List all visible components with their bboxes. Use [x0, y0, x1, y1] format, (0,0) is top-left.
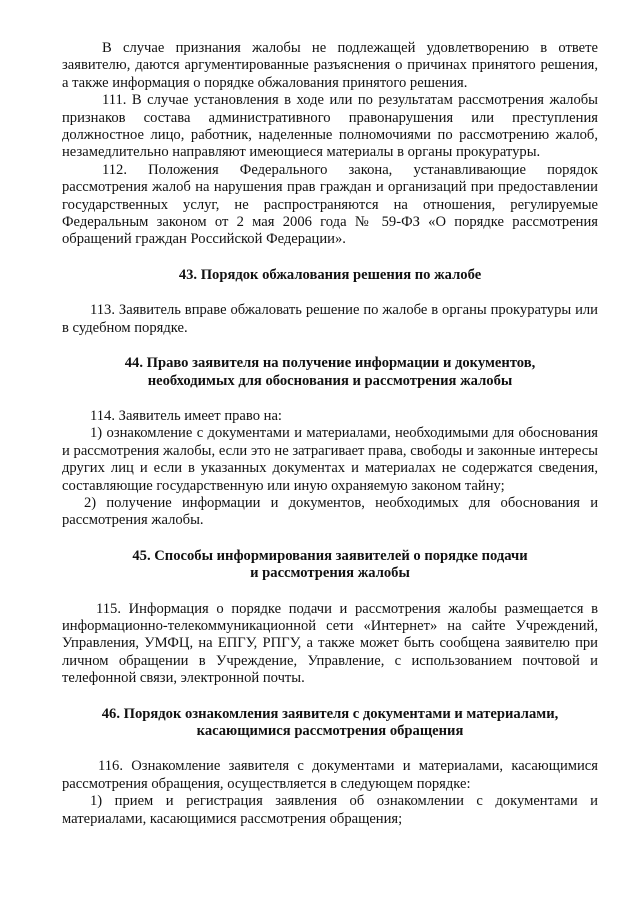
paragraph-refusal-explanation: В случае признания жалобы не подлежащей удовлетворению в ответе заявителю, даются аргументированные разъяснения о причинах принятого решения, а также информация о порядке обжалования принятого решения. [62, 40, 598, 91]
section-44-heading-line-1: 44. Право заявителя на получение информации и документов, [124, 355, 536, 372]
paragraph-114-item-2: 2) получение информации и документов, необходимых для обоснования и рассмотрения жалобы. [62, 494, 598, 529]
section-46-heading-line-2: касающимися рассмотрения обращения [196, 723, 464, 739]
paragraph-112: 112. Положения Федерального закона, устанавливающие порядок рассмотрения жалоб на нарушения прав граждан и организаций при предоставлении государственных услуг, не распространяются на отношения, регулируемые Федеральным законом от 2 мая 2006 года № 59-ФЗ «О порядке рассмотрения обращений граждан Российской Федерации». [62, 161, 598, 248]
spacer [62, 249, 598, 267]
section-46-heading-line-1: 46. Порядок ознакомления заявителя с документами и материалами, [101, 705, 559, 722]
section-45-heading [62, 548, 598, 583]
spacer [62, 688, 598, 706]
spacer [62, 583, 598, 601]
section-44-heading-line-2: необходимых для обоснования и рассмотрения жалобы [147, 372, 513, 389]
spacer [62, 390, 598, 408]
paragraph-114-item-1: 1) ознакомление с документами и материалами, необходимыми для обоснования и рассмотрения жалобы, если это не затрагивает права, свободы и законные интересы других лиц и если в указанных документах и материалах не содержатся сведения, составляющие государственную или иную охраняемую законом тайну; [62, 425, 598, 494]
paragraph-116: 116. Ознакомление заявителя с документами и материалами, касающимися рассмотрения обращения, осуществляется в следующем порядке: [62, 758, 598, 792]
spacer [62, 337, 598, 355]
section-45-heading-line-1: 45. Способы информирования заявителей о порядке подачи [132, 547, 528, 564]
spacer [62, 740, 598, 758]
spacer [62, 530, 598, 548]
paragraph-111: 111. В случае установления в ходе или по результатам рассмотрения жалобы признаков состава административного правонарушения или преступления должностное лицо, работник, наделенные полномочиями по рассмотрению жалоб, незамедлительно направляют имеющиеся материалы в органы прокуратуры. [62, 92, 598, 161]
paragraph-113: 113. Заявитель вправе обжаловать решение по жалобе в органы прокуратуры или в судебном порядке. [62, 302, 598, 336]
paragraph-114: 114. Заявитель имеет право на: [90, 407, 282, 424]
section-43-heading: 43. Порядок обжалования решения по жалобе [178, 266, 482, 283]
spacer [62, 284, 598, 302]
section-45-heading-line-2: и рассмотрения жалобы [250, 565, 410, 582]
section-44-heading [62, 355, 598, 390]
paragraph-115: 115. Информация о порядке подачи и рассмотрения жалобы размещается в информационно-телекоммуникационной сети «Интернет» на сайте Учреждений, Управления, УМФЦ, на ЕПГУ, РПГУ, а также может быть сообщена заявителю при личном обращении в Учреждение, Управление, с использованием почтовой и телефонной связи, электронной почты. [62, 600, 598, 687]
paragraph-116-item-1: 1) прием и регистрация заявления об ознакомлении с документами и материалами, касающимися рассмотрения обращения; [62, 793, 598, 827]
section-46-heading [62, 706, 598, 741]
